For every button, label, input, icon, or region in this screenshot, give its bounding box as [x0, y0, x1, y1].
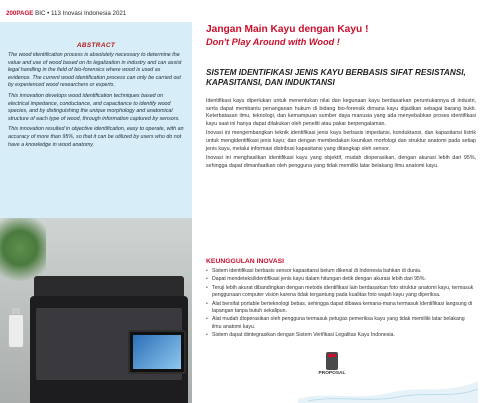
- body-paragraph: Inovasi ini menghasilkan identifikasi kayu yang objektif, mudah dioperasikan, dengan akurasi lebih dari 95%, sehingga dapat dimanfaatkan oleh pengguna yang tidak memiliki latar belakang ilmu anatomi kayu.: [206, 155, 476, 169]
- page-header: [0, 0, 480, 22]
- abstract-box: [0, 22, 192, 218]
- innovation-list: [206, 268, 474, 341]
- proposal-label: PROPOSAL: [318, 371, 346, 376]
- document-icon: [326, 352, 338, 370]
- body-paragraph: Inovasi ini mengembangkan teknik identifikasi jenis kayu berbasis impedansi, konduktansi, dan kapasitansi listrik untuk mengidentifikasi jenis kayu; dan dengan membedakan keunikan morfologi dan struktur anatomi pada setiap jenis kayu, melalui informasi distribusi kapasitansi yang ditangkap oleh sensor.: [206, 130, 476, 152]
- innovation-item: • Sistem identifikasi berbasis sensor kapasitansi belum dikenal di Indonesia bahkan di dunia.: [206, 268, 474, 275]
- tablet-image: [128, 330, 186, 374]
- innovation-item: • Dapat mendeteksi/identifikasi jenis kayu dalam hitungan detik dengan akurasi lebih dari 95%.: [206, 276, 474, 283]
- abstract-title: ABSTRACT: [76, 42, 116, 49]
- innovation-item: • Teruji lebih akurat dibandingkan dengan metode identifikasi lain berdasarkan foto struktur anatomi kayu, termasuk penggunaan computer vision karena tidak tergantung pada kualitas foto wajah kayu yang diperiksa.: [206, 285, 474, 300]
- tablet-screen: [133, 335, 181, 369]
- main-subtitle: Don't Play Around with Wood !: [206, 37, 340, 47]
- product-photo: [0, 218, 192, 403]
- page-tag: [6, 10, 126, 17]
- wave-decoration: [298, 371, 478, 403]
- body-paragraph: Identifikasi kayu diperlukan untuk menentukan nilai dan kegunaan kayu berdasarkan peruntukannya di industri, serta dapat membantu penanganan hukum di bidang bio-forensik dimana kayu dijadikan sebagai barang bukti. Keterbatasan ilmu, teknologi, dan kemampuan sumber daya manusia yang ada menyebabkan proses identifikasi kayu saat ini hanya dapat dilakukan oleh peneliti atau pakar berpengalaman.: [206, 98, 476, 127]
- innovation-item: • Sistem dapat diintegrasikan dengan Sistem Verifikasi Legalitas Kayu Indonesia.: [206, 332, 474, 339]
- page-tag-rest: BIC • 113 Inovasi Indonesia 2021: [33, 10, 127, 17]
- abstract-paragraph: The wood identification process is absolutely necessary to determine the value and use of wood based on its legalization in industry and can assist legal handling in the field of bio-forensics where wood is used as evidence. The current wood identification process can only be carried out by experienced wood researchers or experts.: [8, 52, 182, 89]
- sensor-device-image: [8, 314, 24, 348]
- innovation-title: KEUNGGULAN INOVASI: [206, 258, 285, 265]
- page-tag-brand: 200PAGE: [6, 10, 34, 17]
- innovation-item: • Alat bersifat portable berteknologi bebas, sehingga dapat dibawa kemana-mana termasuk identifikasi langsung di lapangan tanpa butuh sekalipun.: [206, 301, 474, 316]
- main-title: Jangan Main Kayu dengan Kayu !: [206, 24, 369, 35]
- right-column: [198, 22, 478, 403]
- left-column: [0, 22, 192, 403]
- innovation-item: • Alat mudah dioperasikan oleh pengguna termasuk petugas pemeriksa kayu yang tidak memiliki latar belakang ilmu anatomi kayu.: [206, 316, 474, 331]
- abstract-paragraph: This innovation resulted in objective identification, easy to operate, with an accuracy of more than 95%, so that it can be utilized by users who do not have a knowledge in wood anatomy.: [8, 126, 184, 148]
- section-headline: SISTEM IDENTIFIKASI JENIS KAYU BERBASIS SIFAT RESISTANSI, KAPASITANSI, DAN INDUKTANSI: [206, 68, 466, 87]
- body-text: [206, 98, 476, 172]
- abstract-paragraph: This innovation develops wood identification techniques based on electrical impedance, conductance, and capacitance to identify wood species, and by distinguishing the unique morphology and anatomical structure of each type of wood, through information captured by sensors.: [8, 92, 180, 122]
